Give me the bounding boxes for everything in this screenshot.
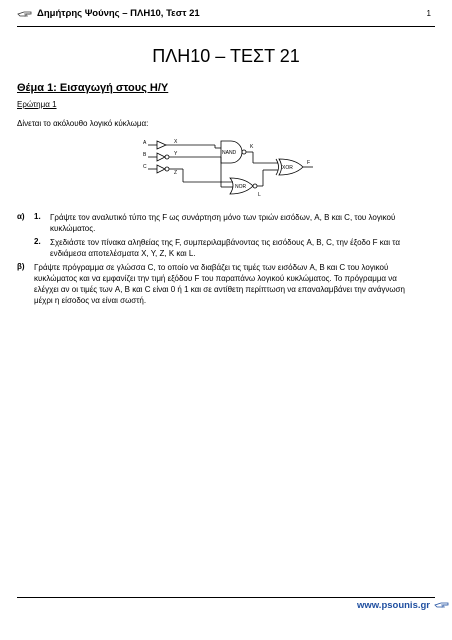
input-c-label: C: [143, 164, 147, 170]
question-heading: Ερώτημα 1: [17, 100, 57, 109]
xor-gate-label: XOR: [282, 165, 293, 171]
part-b-line-4: μέχρι η είσοδος να είναι σωστή.: [34, 296, 147, 305]
item-2-line-1: Σχεδιάστε τον πίνακα αληθείας της F, συμπεριλαμβάνοντας τις εισόδους A, B, C, την έξοδο F και τα: [50, 238, 400, 247]
intro-text: Δίνεται το ακόλουθο λογικό κύκλωμα:: [17, 119, 149, 128]
signal-k-label: K: [250, 144, 254, 150]
item-2-number: 2.: [34, 237, 41, 246]
part-b-line-3: ελέγχει αν οι τιμές των A, B και C είναι 0 ή 1 και σε αντίθετη περίπτωση να επαναλαμβάνει την ανάγνωση: [34, 285, 405, 294]
pointing-hand-icon: [17, 9, 33, 19]
part-b-line-1: Γράψτε πρόγραμμα σε γλώσσα C, το οποίο να διαβάζει τις τιμές των εισόδων A, B και C του λογικού: [34, 263, 389, 272]
signal-l-label: L: [258, 192, 261, 198]
part-b-line-2: κυκλώματος και να εμφανίζει την τιμή εξόδου F του παραπάνω λογικού κυκλώματος. Το πρόγραμμα να: [34, 274, 397, 283]
document-title: ΠΛΗ10 – ΤΕΣΤ 21: [152, 46, 300, 66]
item-1-number: 1.: [34, 212, 41, 221]
input-a-label: A: [143, 140, 147, 146]
item-1-line-1: Γράψτε τον αναλυτικό τύπο της F ως συνάρτηση μόνο των τριών εισόδων, A, B και C, του λογικού: [50, 213, 396, 222]
page-number: 1: [426, 9, 431, 18]
nand-gate-label: NAND: [222, 150, 237, 156]
input-b-label: B: [143, 152, 147, 158]
page-header: [17, 8, 435, 22]
pointing-hand-icon: [434, 600, 450, 610]
part-a-label: α): [17, 212, 25, 221]
footer-rule: [17, 597, 435, 598]
part-b-text: [34, 262, 438, 306]
header-rule: [17, 26, 435, 27]
signal-z-label: Z: [174, 170, 178, 176]
signal-f-label: F: [307, 160, 311, 166]
logic-circuit-diagram: [135, 136, 315, 204]
header-title: Δημήτρης Ψούνης – ΠΛΗ10, Τεστ 21: [37, 8, 200, 19]
nor-gate-label: NOR: [235, 184, 247, 190]
item-2-line-2: ενδιάμεσα αποτελέσματα X, Y, Z, K και L.: [50, 249, 196, 258]
part-b-label: β): [17, 262, 25, 271]
item-2-text: [50, 237, 440, 259]
item-1-text: [50, 212, 440, 234]
signal-x-label: X: [174, 139, 178, 145]
section-heading: Θέμα 1: Εισαγωγή στους Η/Υ: [17, 82, 169, 94]
footer: [357, 600, 430, 611]
item-1-line-2: κυκλώματος.: [50, 224, 96, 233]
footer-url[interactable]: www.psounis.gr: [356, 600, 430, 611]
signal-y-label: Y: [174, 151, 178, 157]
